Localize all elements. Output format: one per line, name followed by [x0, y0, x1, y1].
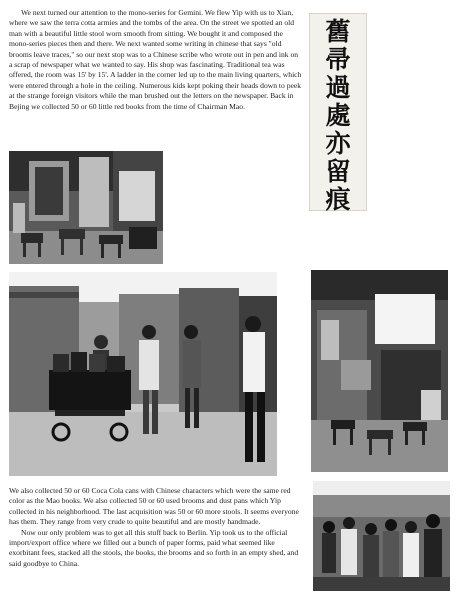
- paragraph-top-text: We next turned our attention to the mono-series for Gemini. We flew Yip with us to Xian, where we saw the terra cotta armies and the tombs of the area. On the street we spotted an old man with a beautiful little stool worn smooth from sitting. We bought it and composed the mono-series pieces then and there. We next wanted some writing in chinese that says "old brooms leave traces," so our next stop was to a Chinese scribe who wrote out in pen and ink on a scrap of newspaper what we wanted to say. His shop was fascinating. Traditional tea was offered, the room was 15' by 15'. A ladder in the corner led up to the main living quarters, which were entered through a hole in the ceiling. Numerous kids kept poking their heads down to peek at the strange foreign visitors while the man brushed out the letters on the newspaper. Back in Bejing we collected 50 or 60 little red books from the time of Chairman Mao.: [9, 8, 302, 111]
- photo-shop-interior: [9, 151, 163, 264]
- calligraphy-char-1: 舊: [325, 17, 351, 46]
- calligraphy-char-7: 痕: [325, 185, 351, 214]
- photo-stools-cart-image: [9, 272, 277, 476]
- calligraphy-char-3: 過: [325, 73, 351, 102]
- photo-street-crowd-image: [313, 481, 450, 591]
- calligraphy-char-6: 留: [325, 157, 351, 186]
- article-paragraph-bottom: [9, 486, 301, 569]
- paragraph-bottom-1-text: We also collected 50 or 60 Coca Cola cans with Chinese characters which were the same red color as the Mao books. We also collected 50 or 60 used brooms and dust pans which Yip collected in his neighborhood. The last acquisition was 50 or 60 more stools. It seems everyone has them. They range from very crude to quite beautiful and are mostly handmade.: [9, 486, 299, 527]
- photo-street-crowd: [313, 481, 450, 591]
- article-paragraph-top: [9, 8, 303, 112]
- photo-courtyard-stools: [311, 270, 448, 472]
- photo-shop-interior-image: [9, 151, 163, 264]
- calligraphy-char-2: 帚: [325, 45, 351, 74]
- photo-stools-cart: [9, 272, 277, 476]
- calligraphy-char-4: 處: [325, 101, 351, 130]
- calligraphy-char-5: 亦: [325, 129, 351, 158]
- photo-courtyard-stools-image: [311, 270, 448, 472]
- calligraphy-scroll: [309, 13, 367, 214]
- paragraph-bottom-2-text: Now our only problem was to get all this stuff back to Berlin. Yip took us to the official import/export office where we filled out a bunch of paper forms, paid what seemed like exorbitant fees, stacked all the stools, the books, the brooms and so forth in an empty shed, and said goodbye to China.: [9, 527, 299, 568]
